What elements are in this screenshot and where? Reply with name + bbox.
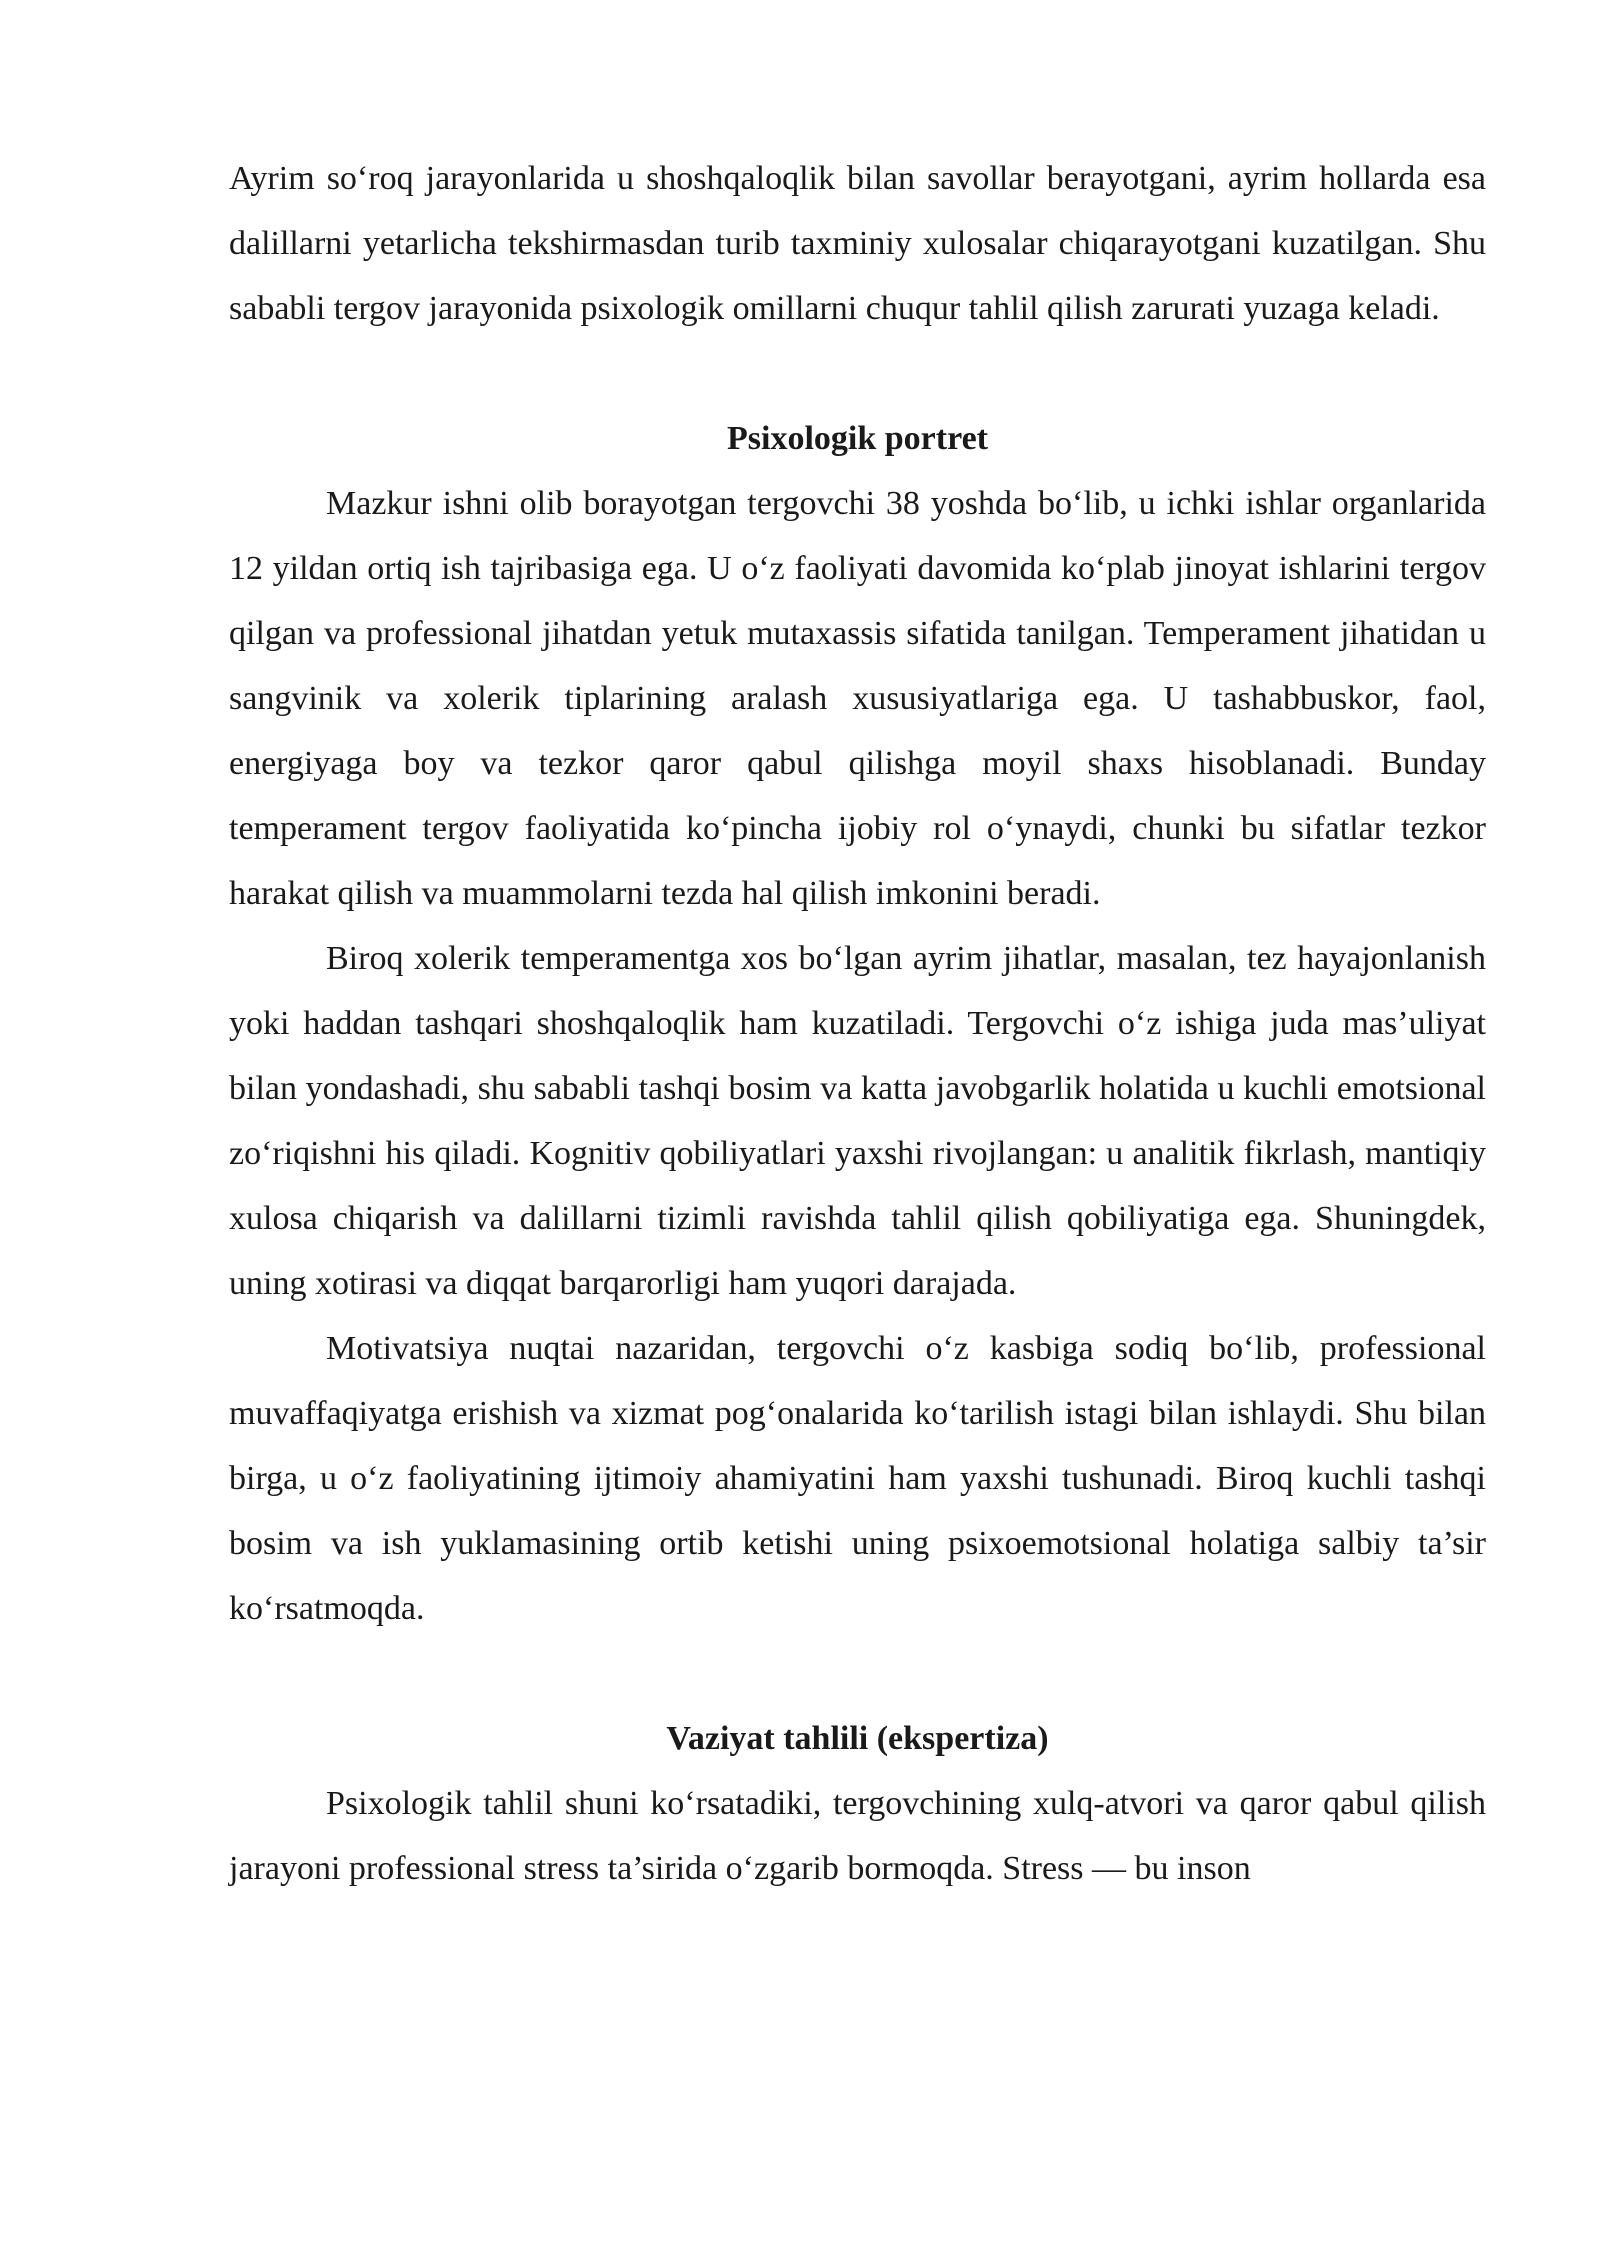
section-spacer xyxy=(229,1641,1486,1706)
paragraph-motivation: Motivatsiya nuqtai nazaridan, tergovchi o‘z kasbiga sodiq bo‘lib, professional muvaffaqiyatga erishish va xizmat pog‘onalarida ko‘tarilish istagi bilan ishlaydi. Shu bilan birga, u o‘z faoliyatining ijtimoiy ahamiyatini ham yaxshi tushunadi. Biroq kuchli tashqi bosim va ish yuklamasining ortib ketishi uning psixoemotsional holatiga salbiy ta’sir ko‘rsatmoqda. xyxy=(229,1330,1486,1627)
section-heading-psixologik-portret: Psixologik portret xyxy=(727,420,988,457)
paragraph-intro: Ayrim so‘roq jarayonlarida u shoshqaloqlik bilan savollar berayotgani, ayrim hollarda esa dalillarni yetarlicha tekshirmasdan turib taxminiy xulosalar chiqarayotgani kuzatilgan. Shu sababli tergov jarayonida psixologik omillarni chuqur tahlil qilish zarurati yuzaga keladi. xyxy=(229,160,1486,327)
paragraph-portrait-1: Mazkur ishni olib borayotgan tergovchi 38 yoshda bo‘lib, u ichki ishlar organlarida 12 yildan ortiq ish tajribasiga ega. U o‘z faoliyati davomida ko‘plab jinoyat ishlarini tergov qilgan va professional jihatdan yetuk mutaxassis sifatida tanilgan. Temperament jihatidan u sangvinik va xolerik tiplarining aralash xususiyatlariga ega. U tashabbuskor, faol, energiyaga boy va tezkor qaror qabul qilishga moyil shaxs hisoblanadi. Bunday temperament tergov faoliyatida ko‘pincha ijobiy rol o‘ynaydi, chunki bu sifatlar tezkor harakat qilish va muammolarni tezda hal qilish imkonini beradi. xyxy=(229,485,1486,912)
section-heading-vaziyat-tahlili: Vaziyat tahlili (ekspertiza) xyxy=(666,1720,1049,1757)
paragraph-portrait-2: Biroq xolerik temperamentga xos bo‘lgan ayrim jihatlar, masalan, tez hayajonlanish yoki haddan tashqari shoshqaloqlik ham kuzatiladi. Tergovchi o‘z ishiga juda mas’uliyat bilan yondashadi, shu sababli tashqi bosim va katta javobgarlik holatida u kuchli emotsional zo‘riqishni his qiladi. Kognitiv qobiliyatlari yaxshi rivojlangan: u analitik fikrlash, mantiqiy xulosa chiqarish va dalillarni tizimli ravishda tahlil qilish qobiliyatiga ega. Shuningdek, uning xotirasi va diqqat barqarorligi ham yuqori darajada. xyxy=(229,940,1486,1302)
paragraph-analysis: Psixologik tahlil shuni ko‘rsatadiki, tergovchining xulq-atvori va qaror qabul qilish jarayoni professional stress ta’sirida o‘zgarib bormoqda. Stress — bu inson xyxy=(229,1785,1486,1887)
section-spacer xyxy=(229,341,1486,406)
document-body xyxy=(229,146,1486,1901)
